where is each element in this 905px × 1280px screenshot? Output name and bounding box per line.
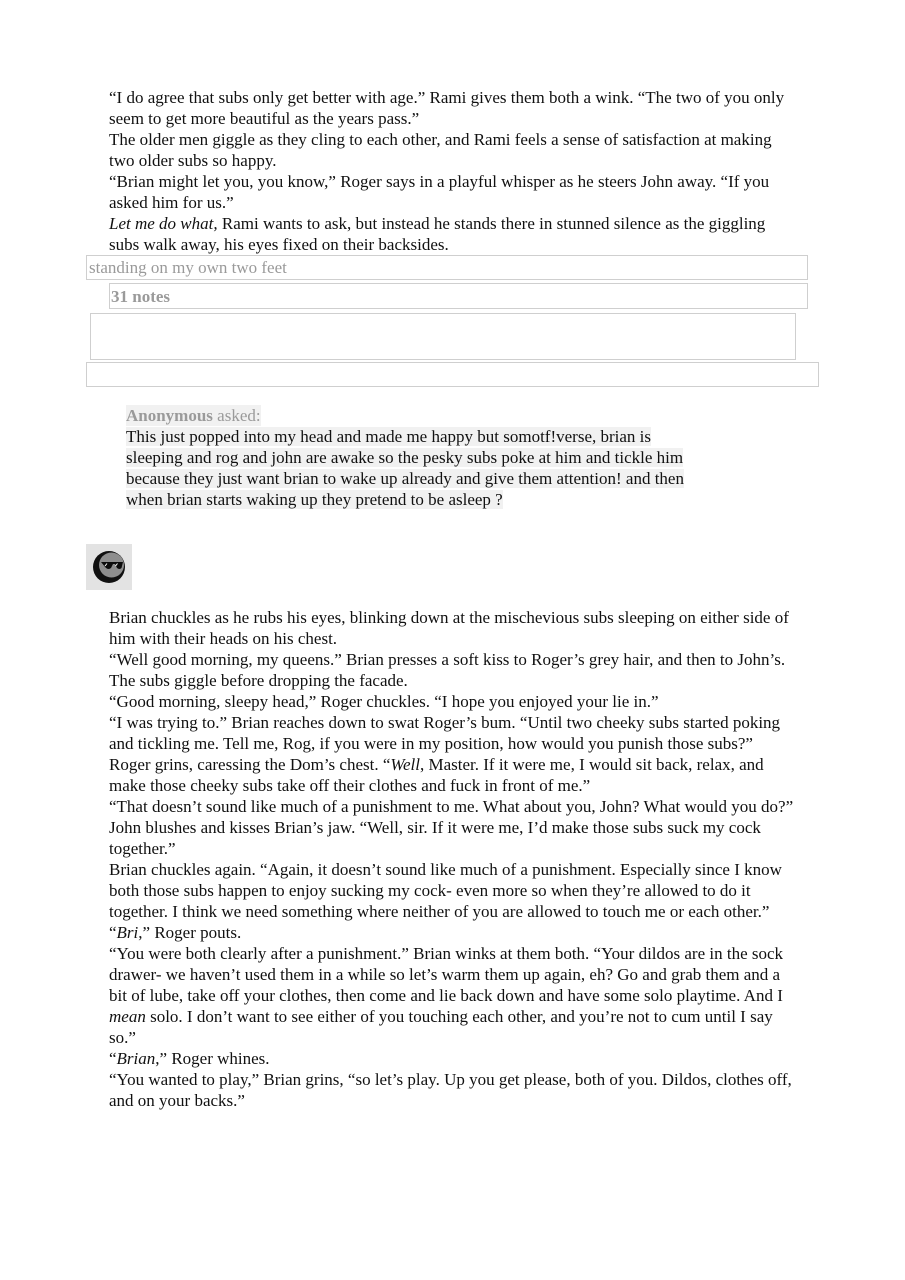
story-paragraph: “You wanted to play,” Brian grins, “so let’s play. Up you get please, both of you. Dildos, clothes off, and on your backs.” <box>109 1070 792 1110</box>
previous-post-body <box>109 87 799 255</box>
ask-header <box>126 405 261 426</box>
story-paragraph: “That doesn’t sound like much of a punishment to me. What about you, John? What would you do?” <box>109 797 794 816</box>
story-paragraph: “Brian might let you, you know,” Roger says in a playful whisper as he steers John away. “If you asked him for us.” <box>109 172 770 212</box>
story-paragraph: Roger grins, caressing the Dom’s chest. “Well, Master. If it were me, I would sit back, relax, and make those cheeky subs take off their clothes and fuck in front of me.” <box>109 755 764 795</box>
story-paragraph: “Brian,” Roger whines. <box>109 1049 270 1068</box>
story-paragraph: “Good morning, sleepy head,” Roger chuckles. “I hope you enjoyed your lie in.” <box>109 692 659 711</box>
story-paragraph: Brian chuckles again. “Again, it doesn’t sound like much of a punishment. Especially since I know both those subs happen to enjoy sucking my cock- even more so when they’re allowed to do it together. I think we need something where neither of you are allowed to touch me or each other.” <box>109 860 782 921</box>
story-paragraph: Let me do what, Rami wants to ask, but instead he stands there in stunned silence as the giggling subs walk away, his eyes fixed on their backsides. <box>109 214 766 254</box>
ask-question: This just popped into my head and made me happy but somotf!verse, brian is sleeping and rog and john are awake so the pesky subs poke at him and tickle him because they just want brian to wake up already and give them attention! and then when brian starts waking up they pretend to be asleep ? <box>126 427 684 509</box>
story-paragraph: The subs giggle before dropping the facade. <box>109 671 408 690</box>
asker-name[interactable]: Anonymous <box>126 406 213 425</box>
ask-block <box>126 405 706 510</box>
post-footer-placeholder <box>90 313 796 360</box>
story-paragraph: “I was trying to.” Brian reaches down to swat Roger’s bum. “Until two cheeky subs started poking and tickling me. Tell me, Rog, if you were in my position, how would you punish those subs?” <box>109 713 781 753</box>
avatar[interactable] <box>86 544 132 590</box>
story-paragraph: The older men giggle as they cling to each other, and Rami feels a sense of satisfaction at making two older subs so happy. <box>109 130 772 170</box>
story-paragraph: “Well good morning, my queens.” Brian presses a soft kiss to Roger’s grey hair, and then to John’s. <box>109 650 786 669</box>
story-paragraph: “You were both clearly after a punishment.” Brian winks at them both. “Your dildos are in the sock drawer- we haven’t used them in a while so let’s warm them up again, eh? Go and grab them and a bit of lube, take off your clothes, then come and lie back down and have some solo playtime. And I mean solo. I don’t want to see either of you touching each other, and you’re not to cum until I say so.” <box>109 944 784 1047</box>
answer-body <box>109 607 799 1111</box>
post-notes[interactable] <box>109 283 808 309</box>
tag-link[interactable]: standing on my own two feet <box>89 258 287 277</box>
story-paragraph: Brian chuckles as he rubs his eyes, blinking down at the mischevious subs sleeping on either side of him with their heads on his chest. <box>109 608 789 648</box>
story-paragraph: “I do agree that subs only get better with age.” Rami gives them both a wink. “The two of you only seem to get more beautiful as the years pass.” <box>109 88 785 128</box>
story-paragraph: “Bri,” Roger pouts. <box>109 923 242 942</box>
post-separator-placeholder <box>86 362 819 387</box>
post-tags[interactable] <box>86 255 808 280</box>
asked-label: asked: <box>217 406 261 425</box>
story-paragraph: John blushes and kisses Brian’s jaw. “Well, sir. If it were me, I’d make those subs suck my cock together.” <box>109 818 761 858</box>
sunglasses-face-icon <box>92 550 126 584</box>
notes-count[interactable]: 31 notes <box>111 287 171 306</box>
